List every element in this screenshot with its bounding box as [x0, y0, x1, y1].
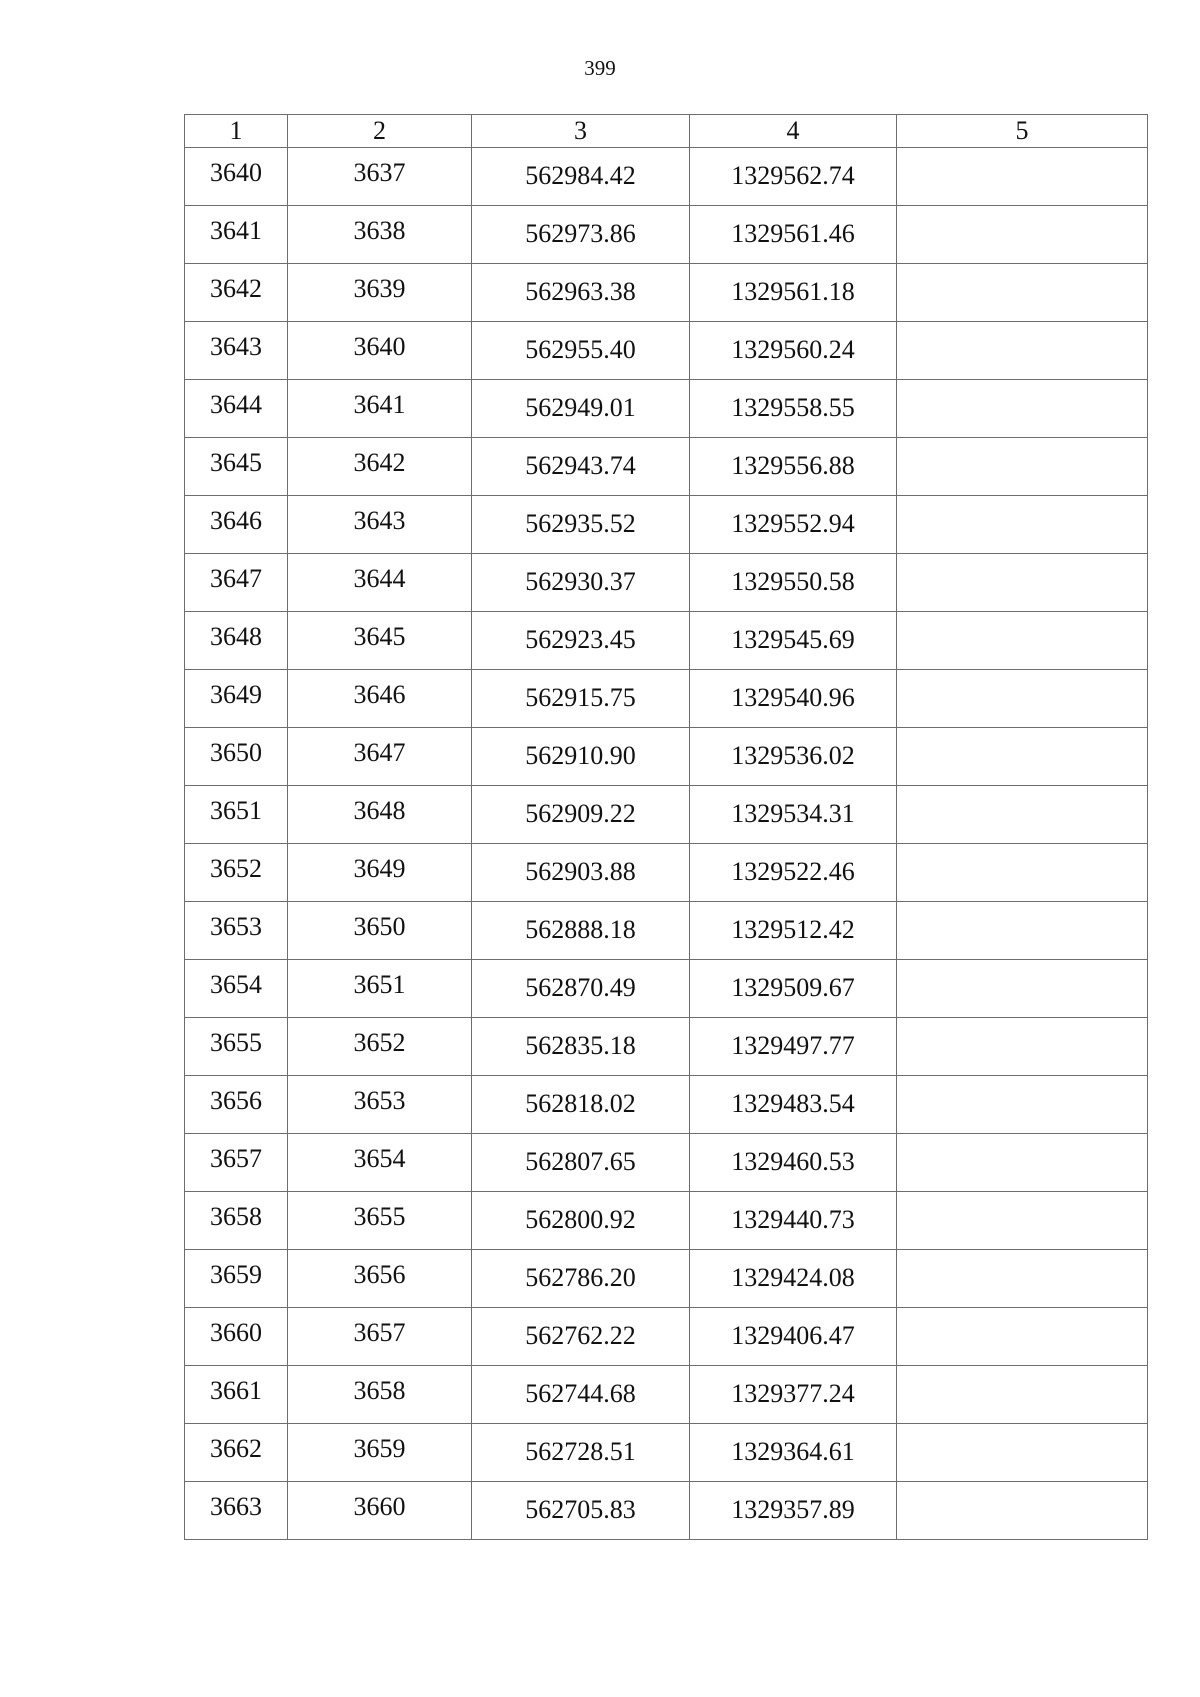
point-number-cell: 3642 — [185, 264, 288, 322]
table-row — [185, 1250, 1148, 1308]
ref-number-cell: 3650 — [288, 902, 472, 960]
ref-number-cell: 3653 — [288, 1076, 472, 1134]
note-cell — [897, 1482, 1148, 1540]
note-cell — [897, 960, 1148, 1018]
note-cell — [897, 206, 1148, 264]
point-number-cell: 3646 — [185, 496, 288, 554]
y-coordinate-cell: 1329406.47 — [690, 1308, 897, 1366]
point-number-cell: 3661 — [185, 1366, 288, 1424]
point-number-cell: 3662 — [185, 1424, 288, 1482]
table-row — [185, 148, 1148, 206]
note-cell — [897, 322, 1148, 380]
point-number-cell: 3641 — [185, 206, 288, 264]
table-row — [185, 380, 1148, 438]
table-row — [185, 1308, 1148, 1366]
table-row — [185, 1192, 1148, 1250]
ref-number-cell: 3638 — [288, 206, 472, 264]
page-number: 399 — [584, 56, 616, 80]
x-coordinate-cell: 562935.52 — [472, 496, 690, 554]
y-coordinate-cell: 1329534.31 — [690, 786, 897, 844]
x-coordinate-cell: 562943.74 — [472, 438, 690, 496]
y-coordinate-cell: 1329440.73 — [690, 1192, 897, 1250]
header-row — [185, 115, 1148, 148]
x-coordinate-cell: 562930.37 — [472, 554, 690, 612]
column-header-3: 3 — [472, 115, 690, 148]
point-number-cell: 3640 — [185, 148, 288, 206]
ref-number-cell: 3659 — [288, 1424, 472, 1482]
point-number-cell: 3645 — [185, 438, 288, 496]
note-cell — [897, 844, 1148, 902]
point-number-cell: 3660 — [185, 1308, 288, 1366]
table-row — [185, 1134, 1148, 1192]
point-number-cell: 3649 — [185, 670, 288, 728]
note-cell — [897, 902, 1148, 960]
table-row — [185, 670, 1148, 728]
x-coordinate-cell: 562903.88 — [472, 844, 690, 902]
y-coordinate-cell: 1329561.18 — [690, 264, 897, 322]
point-number-cell: 3653 — [185, 902, 288, 960]
table-row — [185, 322, 1148, 380]
table-row — [185, 844, 1148, 902]
note-cell — [897, 264, 1148, 322]
y-coordinate-cell: 1329509.67 — [690, 960, 897, 1018]
point-number-cell: 3655 — [185, 1018, 288, 1076]
ref-number-cell: 3644 — [288, 554, 472, 612]
point-number-cell: 3651 — [185, 786, 288, 844]
note-cell — [897, 786, 1148, 844]
point-number-cell: 3643 — [185, 322, 288, 380]
column-header-4: 4 — [690, 115, 897, 148]
x-coordinate-cell: 562923.45 — [472, 612, 690, 670]
table-row — [185, 728, 1148, 786]
y-coordinate-cell: 1329562.74 — [690, 148, 897, 206]
table-row — [185, 496, 1148, 554]
x-coordinate-cell: 562728.51 — [472, 1424, 690, 1482]
point-number-cell: 3652 — [185, 844, 288, 902]
y-coordinate-cell: 1329460.53 — [690, 1134, 897, 1192]
x-coordinate-cell: 562807.65 — [472, 1134, 690, 1192]
note-cell — [897, 496, 1148, 554]
y-coordinate-cell: 1329552.94 — [690, 496, 897, 554]
note-cell — [897, 1250, 1148, 1308]
y-coordinate-cell: 1329483.54 — [690, 1076, 897, 1134]
ref-number-cell: 3654 — [288, 1134, 472, 1192]
ref-number-cell: 3658 — [288, 1366, 472, 1424]
table-row — [185, 1424, 1148, 1482]
point-number-cell: 3656 — [185, 1076, 288, 1134]
ref-number-cell: 3639 — [288, 264, 472, 322]
ref-number-cell: 3645 — [288, 612, 472, 670]
ref-number-cell: 3660 — [288, 1482, 472, 1540]
ref-number-cell: 3641 — [288, 380, 472, 438]
ref-number-cell: 3647 — [288, 728, 472, 786]
x-coordinate-cell: 562818.02 — [472, 1076, 690, 1134]
y-coordinate-cell: 1329497.77 — [690, 1018, 897, 1076]
x-coordinate-cell: 562786.20 — [472, 1250, 690, 1308]
table-row — [185, 554, 1148, 612]
note-cell — [897, 1134, 1148, 1192]
table-body — [185, 148, 1148, 1540]
x-coordinate-cell: 562870.49 — [472, 960, 690, 1018]
y-coordinate-cell: 1329424.08 — [690, 1250, 897, 1308]
ref-number-cell: 3637 — [288, 148, 472, 206]
column-header-1: 1 — [185, 115, 288, 148]
note-cell — [897, 1018, 1148, 1076]
note-cell — [897, 438, 1148, 496]
ref-number-cell: 3652 — [288, 1018, 472, 1076]
y-coordinate-cell: 1329545.69 — [690, 612, 897, 670]
x-coordinate-cell: 562915.75 — [472, 670, 690, 728]
table-row — [185, 206, 1148, 264]
ref-number-cell: 3656 — [288, 1250, 472, 1308]
point-number-cell: 3658 — [185, 1192, 288, 1250]
y-coordinate-cell: 1329560.24 — [690, 322, 897, 380]
note-cell — [897, 1076, 1148, 1134]
y-coordinate-cell: 1329522.46 — [690, 844, 897, 902]
note-cell — [897, 1308, 1148, 1366]
x-coordinate-cell: 562910.90 — [472, 728, 690, 786]
ref-number-cell: 3651 — [288, 960, 472, 1018]
x-coordinate-cell: 562949.01 — [472, 380, 690, 438]
x-coordinate-cell: 562973.86 — [472, 206, 690, 264]
y-coordinate-cell: 1329558.55 — [690, 380, 897, 438]
coordinates-table — [184, 114, 1148, 1540]
y-coordinate-cell: 1329540.96 — [690, 670, 897, 728]
x-coordinate-cell: 562955.40 — [472, 322, 690, 380]
point-number-cell: 3647 — [185, 554, 288, 612]
table-row — [185, 1366, 1148, 1424]
note-cell — [897, 670, 1148, 728]
note-cell — [897, 1424, 1148, 1482]
point-number-cell: 3659 — [185, 1250, 288, 1308]
y-coordinate-cell: 1329561.46 — [690, 206, 897, 264]
column-header-5: 5 — [897, 115, 1148, 148]
note-cell — [897, 728, 1148, 786]
y-coordinate-cell: 1329364.61 — [690, 1424, 897, 1482]
y-coordinate-cell: 1329556.88 — [690, 438, 897, 496]
note-cell — [897, 148, 1148, 206]
table-row — [185, 902, 1148, 960]
x-coordinate-cell: 562744.68 — [472, 1366, 690, 1424]
y-coordinate-cell: 1329536.02 — [690, 728, 897, 786]
point-number-cell: 3644 — [185, 380, 288, 438]
table-row — [185, 612, 1148, 670]
point-number-cell: 3663 — [185, 1482, 288, 1540]
table-row — [185, 1482, 1148, 1540]
table-row — [185, 960, 1148, 1018]
point-number-cell: 3657 — [185, 1134, 288, 1192]
ref-number-cell: 3648 — [288, 786, 472, 844]
ref-number-cell: 3649 — [288, 844, 472, 902]
ref-number-cell: 3640 — [288, 322, 472, 380]
x-coordinate-cell: 562800.92 — [472, 1192, 690, 1250]
x-coordinate-cell: 562909.22 — [472, 786, 690, 844]
y-coordinate-cell: 1329377.24 — [690, 1366, 897, 1424]
point-number-cell: 3648 — [185, 612, 288, 670]
y-coordinate-cell: 1329512.42 — [690, 902, 897, 960]
table-row — [185, 1076, 1148, 1134]
note-cell — [897, 612, 1148, 670]
y-coordinate-cell: 1329550.58 — [690, 554, 897, 612]
note-cell — [897, 1192, 1148, 1250]
point-number-cell: 3654 — [185, 960, 288, 1018]
ref-number-cell: 3642 — [288, 438, 472, 496]
x-coordinate-cell: 562888.18 — [472, 902, 690, 960]
x-coordinate-cell: 562762.22 — [472, 1308, 690, 1366]
point-number-cell: 3650 — [185, 728, 288, 786]
ref-number-cell: 3655 — [288, 1192, 472, 1250]
column-header-2: 2 — [288, 115, 472, 148]
table-row — [185, 786, 1148, 844]
ref-number-cell: 3657 — [288, 1308, 472, 1366]
note-cell — [897, 1366, 1148, 1424]
y-coordinate-cell: 1329357.89 — [690, 1482, 897, 1540]
x-coordinate-cell: 562705.83 — [472, 1482, 690, 1540]
note-cell — [897, 554, 1148, 612]
ref-number-cell: 3646 — [288, 670, 472, 728]
table-header — [185, 115, 1148, 148]
ref-number-cell: 3643 — [288, 496, 472, 554]
x-coordinate-cell: 562984.42 — [472, 148, 690, 206]
x-coordinate-cell: 562963.38 — [472, 264, 690, 322]
table-row — [185, 438, 1148, 496]
table-row — [185, 264, 1148, 322]
note-cell — [897, 380, 1148, 438]
x-coordinate-cell: 562835.18 — [472, 1018, 690, 1076]
table-row — [185, 1018, 1148, 1076]
